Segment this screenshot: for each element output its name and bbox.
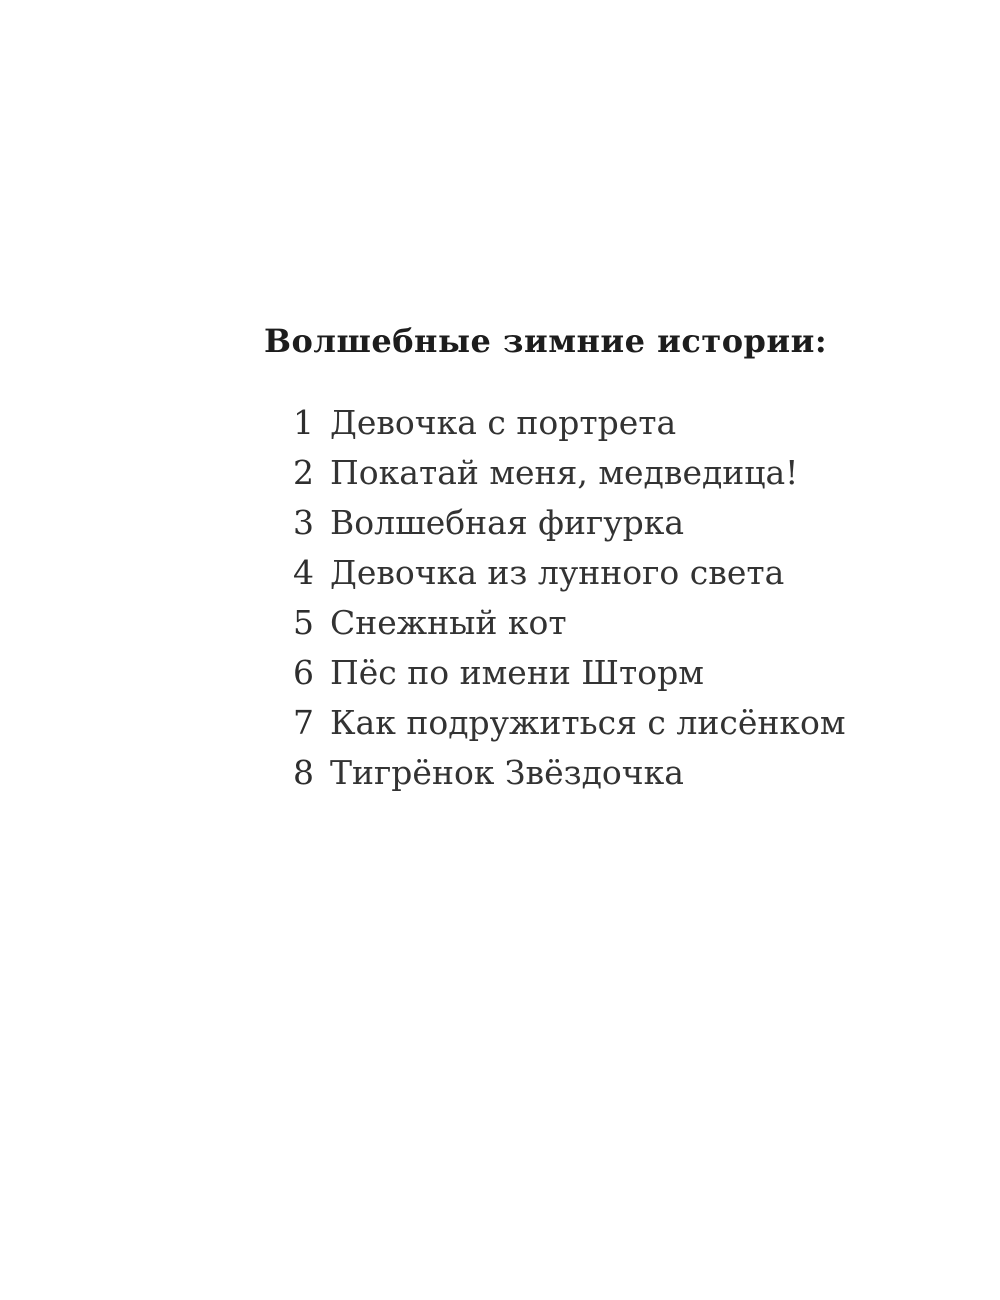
contents-list <box>264 398 846 798</box>
list-item <box>264 648 846 698</box>
item-number: 8 <box>293 753 314 792</box>
item-number: 4 <box>293 553 314 592</box>
item-title: Волшебная фигурка <box>330 503 685 542</box>
item-number: 2 <box>293 453 314 492</box>
list-item <box>264 748 846 798</box>
list-item <box>264 498 846 548</box>
list-item <box>264 398 846 448</box>
item-number: 1 <box>293 403 314 442</box>
item-title: Снежный кот <box>330 603 567 642</box>
contents-heading: Волшебные зимние истории: <box>264 322 828 360</box>
item-title: Покатай меня, медведица! <box>330 453 799 492</box>
list-item <box>264 598 846 648</box>
item-number: 6 <box>293 653 314 692</box>
item-title: Девочка с портрета <box>330 403 677 442</box>
item-number: 7 <box>293 703 314 742</box>
list-item <box>264 548 846 598</box>
list-item <box>264 448 846 498</box>
item-title: Тигрёнок Звёздочка <box>330 753 684 792</box>
item-title: Как подружиться с лисёнком <box>330 703 846 742</box>
list-item <box>264 698 846 748</box>
item-title: Пёс по имени Шторм <box>330 653 704 692</box>
item-number: 3 <box>293 503 314 542</box>
item-number: 5 <box>293 603 314 642</box>
item-title: Девочка из лунного света <box>330 553 785 592</box>
